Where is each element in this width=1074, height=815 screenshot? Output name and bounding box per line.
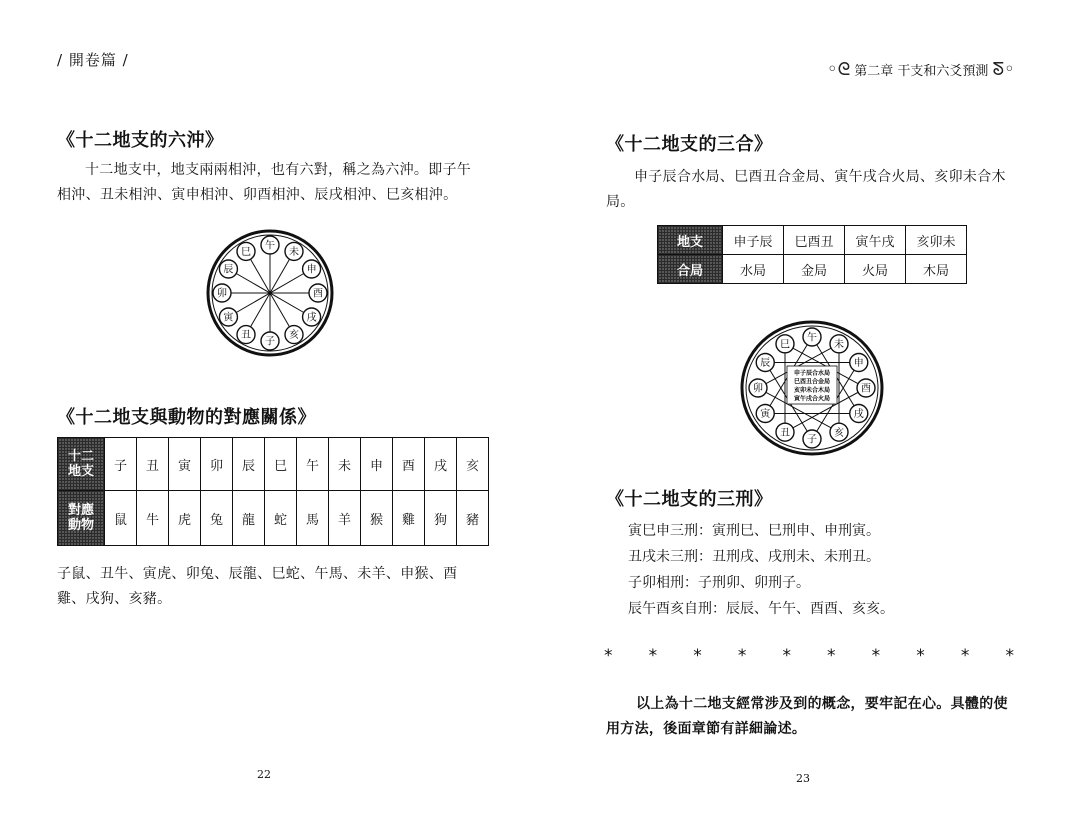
right-page xyxy=(537,0,1074,815)
branch-cell: 辰 xyxy=(233,438,265,491)
table-row-results xyxy=(658,255,967,284)
star-glyph: * xyxy=(1005,646,1014,666)
branch-label: 戌 xyxy=(306,312,317,324)
branch-cell: 丑 xyxy=(137,438,169,491)
branch-label: 亥 xyxy=(834,427,844,439)
branch-node xyxy=(303,308,321,326)
branch-label: 午 xyxy=(807,332,817,344)
center-label: 巳酉丑合金局 xyxy=(793,378,831,386)
star-glyph: * xyxy=(960,646,970,666)
branch-node xyxy=(309,284,327,302)
branch-label: 寅 xyxy=(760,409,771,421)
star-glyph: * xyxy=(693,646,702,666)
branch-label: 卯 xyxy=(753,383,763,395)
running-head-left: / 開卷篇 / xyxy=(57,51,129,69)
branch-cell: 申 xyxy=(361,438,393,491)
combo-cell: 申子辰 xyxy=(723,226,784,255)
branch-label: 寅 xyxy=(223,312,234,324)
table-header-harmony: 合局 xyxy=(658,255,723,284)
branch-cell: 巳 xyxy=(265,438,297,491)
star-glyph: * xyxy=(604,646,613,666)
clash-lines xyxy=(222,245,318,341)
table-header-branches: 十二地支 xyxy=(58,438,105,491)
star-glyph: * xyxy=(871,646,881,666)
branch-cell: 寅 xyxy=(169,438,201,491)
branch-label: 午 xyxy=(265,240,275,252)
branch-node xyxy=(261,236,279,254)
animal-cell: 兔 xyxy=(201,491,233,546)
animal-cell: 雞 xyxy=(393,491,425,546)
branch-label: 巳 xyxy=(780,339,790,351)
branch-node xyxy=(213,284,231,302)
branch-label: 酉 xyxy=(861,383,871,395)
branch-label: 亥 xyxy=(289,330,299,342)
paragraph-six-clashes: 十二地支中，地支兩兩相沖，也有六對，稱之為六沖。即子午相沖、丑未相沖、寅申相沖、卯酉相沖、辰戌相沖、巳亥相沖。 xyxy=(57,162,472,203)
animal-cell: 豬 xyxy=(457,491,489,546)
branch-node xyxy=(261,332,279,350)
star-glyph: * xyxy=(737,646,747,666)
rule-line: 子卯相刑：子刑卯、卯刑子。 xyxy=(628,575,810,591)
scroll-ornament-icon: ◦ᘓ xyxy=(827,58,851,80)
animal-cell: 猴 xyxy=(361,491,393,546)
branch-cell: 亥 xyxy=(457,438,489,491)
branch-label: 丑 xyxy=(241,330,251,342)
table-row-branches xyxy=(58,438,489,491)
combo-cell: 亥卯未 xyxy=(906,226,967,255)
heading-six-clashes: 《十二地支的六沖》 xyxy=(57,130,224,151)
center-label: 寅午戌合火局 xyxy=(793,395,831,403)
page-number-right: 23 xyxy=(796,772,810,785)
branch-label: 酉 xyxy=(313,288,323,300)
heading-three-harmonies: 《十二地支的三合》 xyxy=(606,134,773,155)
branch-label: 子 xyxy=(265,336,275,348)
branch-node xyxy=(803,430,821,448)
branch-node xyxy=(303,260,321,278)
animal-table xyxy=(57,437,489,546)
rule-line: 丑戌未三刑：丑刑戌、戌刑未、未刑丑。 xyxy=(628,549,880,565)
running-head-right xyxy=(827,60,1015,79)
harmony-table xyxy=(657,225,967,284)
animal-cell: 虎 xyxy=(169,491,201,546)
chapter-title: 第二章 干支和六爻預測 xyxy=(854,64,989,79)
branch-label: 辰 xyxy=(223,264,234,276)
animal-cell: 牛 xyxy=(137,491,169,546)
table-row-combos xyxy=(658,226,967,255)
branch-cell: 子 xyxy=(105,438,137,491)
branch-label: 申 xyxy=(306,264,317,276)
branch-node xyxy=(803,328,821,346)
center-label: 申子辰合水局 xyxy=(793,370,831,377)
paragraph-animals: 子鼠、丑牛、寅虎、卯兔、辰龍、巳蛇、午馬、未羊、申猴、酉雞、戌狗、亥豬。 xyxy=(57,566,458,607)
branch-node xyxy=(830,423,848,441)
combo-cell: 巳酉丑 xyxy=(784,226,845,255)
star-divider xyxy=(604,646,1014,666)
rule-line: 寅巳申三刑：寅刑巳、巳刑申、申刑寅。 xyxy=(628,523,880,539)
branch-cell: 未 xyxy=(329,438,361,491)
animal-cell: 蛇 xyxy=(265,491,297,546)
branch-cell: 戌 xyxy=(425,438,457,491)
branch-node xyxy=(749,379,767,397)
branch-label: 子 xyxy=(807,434,817,446)
branch-label: 卯 xyxy=(217,288,227,300)
result-cell: 水局 xyxy=(723,255,784,284)
animal-cell: 羊 xyxy=(329,491,361,546)
branch-label: 巳 xyxy=(241,247,251,259)
branch-label: 申 xyxy=(853,358,864,370)
star-glyph: * xyxy=(827,646,836,666)
six-clash-diagram xyxy=(205,224,335,362)
result-cell: 火局 xyxy=(845,255,906,284)
branch-node xyxy=(237,326,255,344)
table-row-animals xyxy=(58,491,489,546)
animal-cell: 馬 xyxy=(297,491,329,546)
result-cell: 木局 xyxy=(906,255,967,284)
branch-node xyxy=(285,242,303,260)
branch-label: 丑 xyxy=(780,427,790,439)
table-header-branches: 地支 xyxy=(658,226,723,255)
branch-node xyxy=(830,335,848,353)
center-label: 亥卯未合木局 xyxy=(793,387,831,394)
combo-cell: 寅午戌 xyxy=(845,226,906,255)
branch-node xyxy=(776,335,794,353)
star-glyph: * xyxy=(782,646,791,666)
star-glyph: * xyxy=(916,646,925,666)
rule-line: 辰午酉亥自刑：辰辰、午午、酉酉、亥亥。 xyxy=(628,601,894,617)
closing-paragraph: 以上為十二地支經常涉及到的概念，要牢記在心。具體的使用方法，後面章節有詳細論述。 xyxy=(606,696,1008,737)
branch-node xyxy=(850,405,868,423)
branch-node xyxy=(219,308,237,326)
branch-cell: 酉 xyxy=(393,438,425,491)
scroll-ornament-icon: ᘕ◦ xyxy=(992,58,1015,80)
branch-label: 戌 xyxy=(853,409,864,421)
star-glyph: * xyxy=(648,646,658,666)
punishment-rules xyxy=(628,518,894,622)
branch-node xyxy=(857,379,875,397)
branch-node xyxy=(756,354,774,372)
paragraph-three-harmonies: 申子辰合水局、巳酉丑合金局、寅午戌合火局、亥卯未合木局。 xyxy=(606,169,1006,210)
heading-three-punishments: 《十二地支的三刑》 xyxy=(606,489,773,510)
animal-cell: 鼠 xyxy=(105,491,137,546)
branch-node xyxy=(285,326,303,344)
branch-cell: 午 xyxy=(297,438,329,491)
branch-node xyxy=(850,354,868,372)
three-harmony-diagram xyxy=(737,318,887,458)
animal-cell: 狗 xyxy=(425,491,457,546)
branch-label: 未 xyxy=(834,339,844,351)
page-number-left: 22 xyxy=(257,768,271,781)
branch-node xyxy=(776,423,794,441)
heading-animal-mapping: 《十二地支與動物的對應關係》 xyxy=(57,407,316,428)
branch-node xyxy=(219,260,237,278)
branch-label: 未 xyxy=(289,247,299,259)
animal-cell: 龍 xyxy=(233,491,265,546)
branch-node xyxy=(237,242,255,260)
result-cell: 金局 xyxy=(784,255,845,284)
table-header-animals: 對應動物 xyxy=(58,491,105,546)
branch-cell: 卯 xyxy=(201,438,233,491)
branch-label: 辰 xyxy=(760,358,771,370)
branch-node xyxy=(756,405,774,423)
